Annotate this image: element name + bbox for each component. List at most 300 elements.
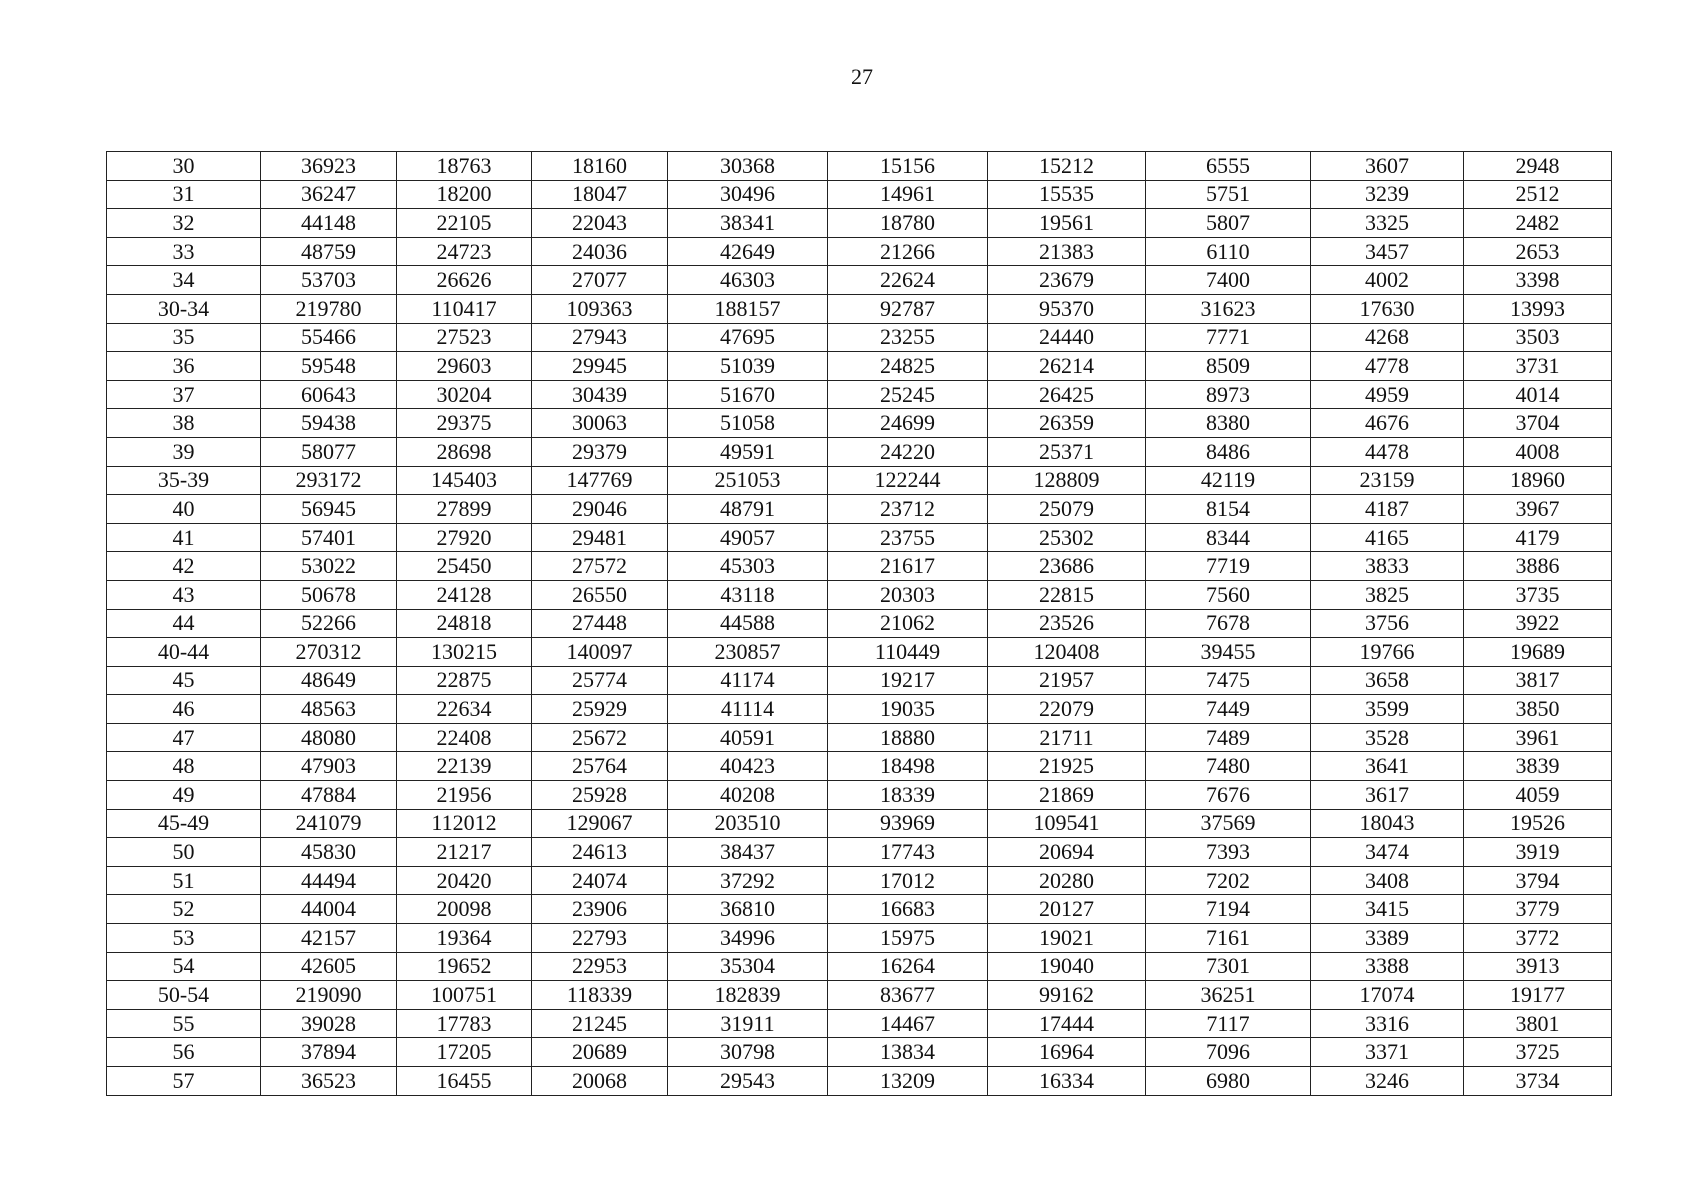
table-cell: 48649 [261,666,397,695]
table-cell: 47903 [261,752,397,781]
table-cell: 13209 [828,1067,988,1096]
table-cell: 51670 [668,380,828,409]
table-row [107,380,1612,409]
table-cell: 83677 [828,981,988,1010]
table-cell: 29945 [532,352,668,381]
table-cell: 3388 [1311,952,1464,981]
table-cell: 4014 [1464,380,1612,409]
table-cell: 25928 [532,781,668,810]
age-cell: 30-34 [107,294,261,323]
table-cell: 230857 [668,638,828,667]
table-cell: 5751 [1146,180,1311,209]
table-cell: 59548 [261,352,397,381]
table-row [107,352,1612,381]
table-cell: 37292 [668,866,828,895]
table-cell: 22043 [532,209,668,238]
table-cell: 19021 [988,924,1146,953]
table-cell: 3919 [1464,838,1612,867]
age-cell: 30 [107,152,261,181]
page-number: 27 [851,64,873,89]
table-cell: 8344 [1146,523,1311,552]
age-cell: 45-49 [107,809,261,838]
table-cell: 145403 [397,466,532,495]
table-cell: 3398 [1464,266,1612,295]
table-cell: 112012 [397,809,532,838]
table-cell: 8486 [1146,437,1311,466]
table-cell: 4268 [1311,323,1464,352]
table-cell: 26359 [988,409,1146,438]
table-cell: 22105 [397,209,532,238]
table-cell: 25371 [988,437,1146,466]
age-cell: 41 [107,523,261,552]
table-cell: 6110 [1146,237,1311,266]
table-cell: 19035 [828,695,988,724]
table-cell: 20068 [532,1067,668,1096]
age-cell: 40-44 [107,638,261,667]
table-cell: 3886 [1464,552,1612,581]
table-cell: 17783 [397,1009,532,1038]
table-row [107,495,1612,524]
table-cell: 8973 [1146,380,1311,409]
table-cell: 7678 [1146,609,1311,638]
table-cell: 270312 [261,638,397,667]
table-cell: 36247 [261,180,397,209]
table-cell: 44494 [261,866,397,895]
table-cell: 7475 [1146,666,1311,695]
table-cell: 23679 [988,266,1146,295]
table-cell: 55466 [261,323,397,352]
table-cell: 45830 [261,838,397,867]
table-cell: 40208 [668,781,828,810]
table-cell: 49591 [668,437,828,466]
table-cell: 8154 [1146,495,1311,524]
table-cell: 7771 [1146,323,1311,352]
age-cell: 44 [107,609,261,638]
table-cell: 3850 [1464,695,1612,724]
table-cell: 15212 [988,152,1146,181]
table-cell: 48791 [668,495,828,524]
table-cell: 36523 [261,1067,397,1096]
age-cell: 38 [107,409,261,438]
table-cell: 36923 [261,152,397,181]
age-cell: 40 [107,495,261,524]
table-cell: 31623 [1146,294,1311,323]
table-cell: 18339 [828,781,988,810]
table-cell: 128809 [988,466,1146,495]
table-cell: 120408 [988,638,1146,667]
table-cell: 41174 [668,666,828,695]
table-cell: 30063 [532,409,668,438]
table-cell: 58077 [261,437,397,466]
table-cell: 7449 [1146,695,1311,724]
table-row [107,523,1612,552]
table-cell: 21062 [828,609,988,638]
table-cell: 21245 [532,1009,668,1038]
table-cell: 3756 [1311,609,1464,638]
table-cell: 3772 [1464,924,1612,953]
table-cell: 24613 [532,838,668,867]
table-cell: 3825 [1311,580,1464,609]
table-cell: 20303 [828,580,988,609]
table-cell: 18880 [828,723,988,752]
table-cell: 19766 [1311,638,1464,667]
table-cell: 3922 [1464,609,1612,638]
table-cell: 37569 [1146,809,1311,838]
age-cell: 50 [107,838,261,867]
table-cell: 140097 [532,638,668,667]
table-cell: 93969 [828,809,988,838]
table-cell: 35304 [668,952,828,981]
table-cell: 57401 [261,523,397,552]
age-cell: 37 [107,380,261,409]
table-cell: 24074 [532,866,668,895]
table-cell: 30204 [397,380,532,409]
table-cell: 21957 [988,666,1146,695]
table-cell: 27448 [532,609,668,638]
table-cell: 18043 [1311,809,1464,838]
table-cell: 3839 [1464,752,1612,781]
table-cell: 22079 [988,695,1146,724]
table-row [107,323,1612,352]
table-cell: 3246 [1311,1067,1464,1096]
table-cell: 17074 [1311,981,1464,1010]
table-cell: 3599 [1311,695,1464,724]
table-cell: 4008 [1464,437,1612,466]
table-cell: 30439 [532,380,668,409]
table-cell: 3725 [1464,1038,1612,1067]
table-row [107,981,1612,1010]
table-cell: 8509 [1146,352,1311,381]
table-cell: 18780 [828,209,988,238]
table-cell: 36810 [668,895,828,924]
table-cell: 100751 [397,981,532,1010]
age-cell: 35 [107,323,261,352]
table-cell: 21925 [988,752,1146,781]
table-cell: 3817 [1464,666,1612,695]
table-cell: 7480 [1146,752,1311,781]
age-cell: 39 [107,437,261,466]
table-cell: 13834 [828,1038,988,1067]
table-cell: 19040 [988,952,1146,981]
table-cell: 24825 [828,352,988,381]
table-cell: 25672 [532,723,668,752]
table-cell: 52266 [261,609,397,638]
table-cell: 4165 [1311,523,1464,552]
age-cell: 45 [107,666,261,695]
table-cell: 21217 [397,838,532,867]
table-cell: 29375 [397,409,532,438]
table-cell: 20689 [532,1038,668,1067]
table-cell: 38437 [668,838,828,867]
table-cell: 3325 [1311,209,1464,238]
table-cell: 99162 [988,981,1146,1010]
table-cell: 3316 [1311,1009,1464,1038]
table-cell: 7719 [1146,552,1311,581]
table-cell: 27899 [397,495,532,524]
table-cell: 48563 [261,695,397,724]
table-cell: 118339 [532,981,668,1010]
table-cell: 2482 [1464,209,1612,238]
table-cell: 48759 [261,237,397,266]
table-cell: 22139 [397,752,532,781]
table-cell: 39028 [261,1009,397,1038]
age-cell: 54 [107,952,261,981]
table-cell: 41114 [668,695,828,724]
table-cell: 25302 [988,523,1146,552]
table-row [107,781,1612,810]
table-cell: 109363 [532,294,668,323]
table-cell: 7117 [1146,1009,1311,1038]
table-cell: 6555 [1146,152,1311,181]
table-cell: 21617 [828,552,988,581]
table-cell: 21711 [988,723,1146,752]
table-cell: 29379 [532,437,668,466]
table-cell: 4778 [1311,352,1464,381]
table-cell: 203510 [668,809,828,838]
table-cell: 24036 [532,237,668,266]
table-row [107,638,1612,667]
table-cell: 20280 [988,866,1146,895]
table-row [107,666,1612,695]
table-cell: 19689 [1464,638,1612,667]
table-cell: 3503 [1464,323,1612,352]
table-cell: 147769 [532,466,668,495]
table-cell: 24128 [397,580,532,609]
age-cell: 34 [107,266,261,295]
table-cell: 7400 [1146,266,1311,295]
table-cell: 16683 [828,895,988,924]
table-cell: 92787 [828,294,988,323]
table-cell: 293172 [261,466,397,495]
table-cell: 4002 [1311,266,1464,295]
table-cell: 3457 [1311,237,1464,266]
age-cell: 42 [107,552,261,581]
table-cell: 3389 [1311,924,1464,953]
table-cell: 25764 [532,752,668,781]
table-row [107,266,1612,295]
table-cell: 3967 [1464,495,1612,524]
table-cell: 47884 [261,781,397,810]
table-cell: 48080 [261,723,397,752]
table-cell: 43118 [668,580,828,609]
table-cell: 37894 [261,1038,397,1067]
table-cell: 23755 [828,523,988,552]
age-cell: 57 [107,1067,261,1096]
table-cell: 23255 [828,323,988,352]
table-cell: 4187 [1311,495,1464,524]
table-cell: 22875 [397,666,532,695]
table-body [107,152,1612,1096]
table-cell: 7676 [1146,781,1311,810]
table-cell: 51058 [668,409,828,438]
table-row [107,1067,1612,1096]
table-cell: 3833 [1311,552,1464,581]
table-cell: 110417 [397,294,532,323]
table-cell: 16264 [828,952,988,981]
table-cell: 25774 [532,666,668,695]
table-cell: 23906 [532,895,668,924]
table-cell: 241079 [261,809,397,838]
table-cell: 22793 [532,924,668,953]
age-cell: 36 [107,352,261,381]
table-cell: 22634 [397,695,532,724]
table-row [107,237,1612,266]
table-cell: 21383 [988,237,1146,266]
table-cell: 27077 [532,266,668,295]
table-cell: 4179 [1464,523,1612,552]
table-cell: 3658 [1311,666,1464,695]
table-cell: 23686 [988,552,1146,581]
table-cell: 60643 [261,380,397,409]
table-cell: 2653 [1464,237,1612,266]
age-cell: 49 [107,781,261,810]
table-cell: 2512 [1464,180,1612,209]
table-cell: 3528 [1311,723,1464,752]
table-cell: 38341 [668,209,828,238]
table-cell: 182839 [668,981,828,1010]
table-cell: 219780 [261,294,397,323]
table-cell: 51039 [668,352,828,381]
table-cell: 17444 [988,1009,1146,1038]
age-cell: 31 [107,180,261,209]
table-cell: 31911 [668,1009,828,1038]
table-cell: 14467 [828,1009,988,1038]
table-row [107,209,1612,238]
table-cell: 29046 [532,495,668,524]
table-cell: 15535 [988,180,1146,209]
table-cell: 42649 [668,237,828,266]
table-row [107,552,1612,581]
age-cell: 51 [107,866,261,895]
table-cell: 3617 [1311,781,1464,810]
table-cell: 17012 [828,866,988,895]
table-cell: 2948 [1464,152,1612,181]
table-cell: 3607 [1311,152,1464,181]
table-cell: 19364 [397,924,532,953]
table-cell: 24723 [397,237,532,266]
table-cell: 36251 [1146,981,1311,1010]
table-cell: 44588 [668,609,828,638]
table-cell: 56945 [261,495,397,524]
table-cell: 26214 [988,352,1146,381]
table-cell: 19652 [397,952,532,981]
table-cell: 18960 [1464,466,1612,495]
table-cell: 4478 [1311,437,1464,466]
table-cell: 7161 [1146,924,1311,953]
table-cell: 22815 [988,580,1146,609]
table-cell: 7489 [1146,723,1311,752]
table-cell: 59438 [261,409,397,438]
table-row [107,838,1612,867]
table-row [107,152,1612,181]
table-cell: 26626 [397,266,532,295]
table-cell: 7560 [1146,580,1311,609]
table-cell: 47695 [668,323,828,352]
table-cell: 23159 [1311,466,1464,495]
table-cell: 23712 [828,495,988,524]
table-cell: 40423 [668,752,828,781]
table-cell: 27572 [532,552,668,581]
table-cell: 18047 [532,180,668,209]
table-cell: 24440 [988,323,1146,352]
table-cell: 24818 [397,609,532,638]
table-cell: 21869 [988,781,1146,810]
table-cell: 49057 [668,523,828,552]
table-cell: 109541 [988,809,1146,838]
age-cell: 47 [107,723,261,752]
table-cell: 53022 [261,552,397,581]
table-cell: 3735 [1464,580,1612,609]
table-cell: 129067 [532,809,668,838]
table-cell: 45303 [668,552,828,581]
table-row [107,466,1612,495]
table-cell: 18160 [532,152,668,181]
table-cell: 28698 [397,437,532,466]
table-row [107,723,1612,752]
table-row [107,752,1612,781]
table-cell: 3239 [1311,180,1464,209]
table-row [107,609,1612,638]
table-cell: 42119 [1146,466,1311,495]
age-cell: 53 [107,924,261,953]
table-cell: 95370 [988,294,1146,323]
table-cell: 7202 [1146,866,1311,895]
table-cell: 39455 [1146,638,1311,667]
table-cell: 25245 [828,380,988,409]
age-cell: 55 [107,1009,261,1038]
age-cell: 46 [107,695,261,724]
age-cell: 48 [107,752,261,781]
table-cell: 17743 [828,838,988,867]
table-row [107,580,1612,609]
table-cell: 122244 [828,466,988,495]
table-cell: 26425 [988,380,1146,409]
table-cell: 17630 [1311,294,1464,323]
table-cell: 18498 [828,752,988,781]
table-cell: 27920 [397,523,532,552]
table-cell: 25079 [988,495,1146,524]
table-cell: 5807 [1146,209,1311,238]
table-cell: 7096 [1146,1038,1311,1067]
table-cell: 19526 [1464,809,1612,838]
table-cell: 3961 [1464,723,1612,752]
table-cell: 22408 [397,723,532,752]
table-cell: 3731 [1464,352,1612,381]
table-cell: 3801 [1464,1009,1612,1038]
table-cell: 19177 [1464,981,1612,1010]
table-cell: 3408 [1311,866,1464,895]
table-cell: 22953 [532,952,668,981]
table-cell: 7393 [1146,838,1311,867]
table-cell: 26550 [532,580,668,609]
age-cell: 35-39 [107,466,261,495]
age-cell: 32 [107,209,261,238]
table-cell: 30798 [668,1038,828,1067]
table-cell: 15975 [828,924,988,953]
table-cell: 3641 [1311,752,1464,781]
table-cell: 110449 [828,638,988,667]
table-cell: 16334 [988,1067,1146,1096]
table-cell: 13993 [1464,294,1612,323]
table-row [107,180,1612,209]
table-cell: 7301 [1146,952,1311,981]
table-cell: 27943 [532,323,668,352]
table-cell: 4059 [1464,781,1612,810]
table-cell: 24699 [828,409,988,438]
table-cell: 22624 [828,266,988,295]
table-row [107,809,1612,838]
table-cell: 8380 [1146,409,1311,438]
